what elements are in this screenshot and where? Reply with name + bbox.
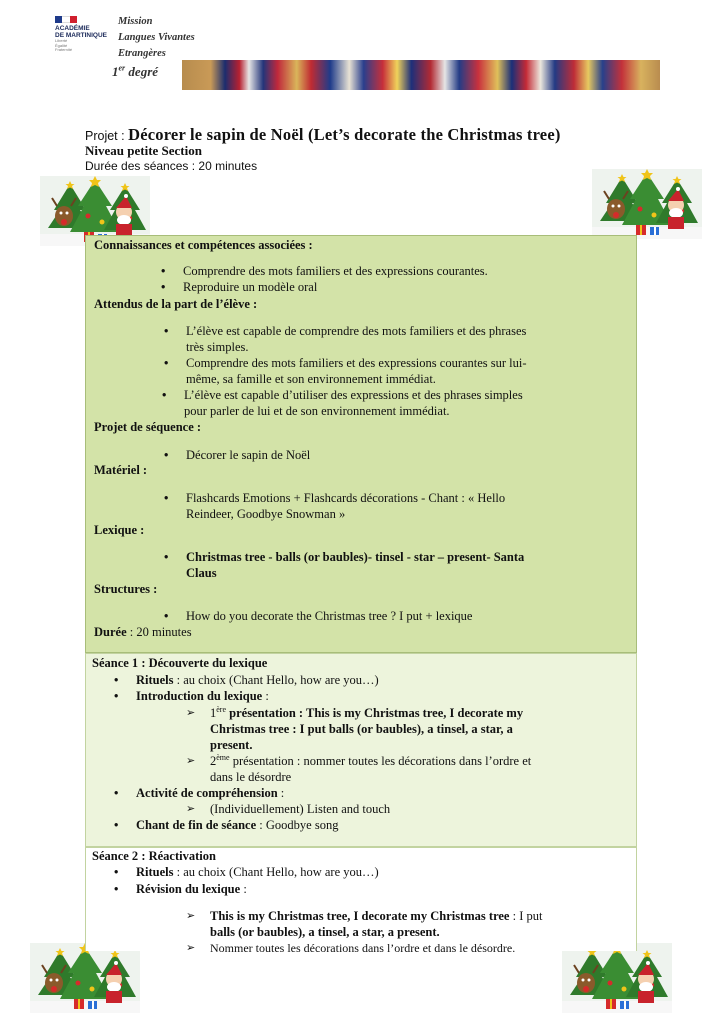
intro-item (136, 688, 269, 704)
attendus-item: • L’élève est capable d’utiliser des expressions et des phrases simples (184, 387, 523, 403)
christmas-clipart-bottom-left (30, 943, 140, 1013)
materiel-item-cont: Reindeer, Goodbye Snowman » (186, 507, 346, 521)
attendus-item: • Comprendre des mots familiers et des expressions courantes sur lui- (186, 355, 527, 371)
activite-subitem: ➢ (Individuellement) Listen and touch (210, 801, 390, 817)
seance-1-box (85, 653, 637, 847)
niveau-line: Niveau petite Section (85, 143, 202, 158)
chant-label: Chant de fin de séance (136, 818, 257, 832)
revision-subitem-1-rest: : I put (509, 909, 543, 923)
intro-value: : (262, 689, 269, 703)
rituels-item (136, 672, 379, 688)
activite-item (136, 785, 284, 801)
french-flag-icon (55, 16, 77, 23)
motto-line-1: Liberté (55, 38, 68, 43)
p1-line-1: This is my Christmas tree, I decorate my (306, 706, 524, 720)
competences-box (85, 235, 637, 653)
seance-2-number: Séance 2 (92, 849, 139, 863)
presentation-1 (210, 705, 523, 721)
degre-number: 1 (112, 64, 119, 79)
academie-line-2: DE MARTINIQUE (55, 32, 107, 39)
rituels-value: : au choix (Chant Hello, how are you…) (173, 673, 379, 687)
projet-sequence-item: • Décorer le sapin de Noël (186, 447, 310, 463)
seance-1-subtitle: : Découverte du lexique (138, 656, 268, 670)
duree-label: Durée (94, 625, 127, 639)
p1-number: 1 (210, 706, 217, 720)
p2-sup: ème (216, 752, 230, 762)
project-label: Projet : (85, 129, 129, 143)
flags-banner-image (182, 60, 660, 90)
presentation-2-line-2: dans le désordre (210, 770, 292, 784)
revision-subitem-1 (210, 908, 542, 924)
seance-2-box (85, 847, 637, 955)
degre-word: degré (128, 64, 159, 79)
chant-value: : Goodbye song (256, 818, 339, 832)
lexique-item-cont: Claus (186, 566, 217, 580)
structures-heading: Structures : (94, 582, 158, 596)
revision-subitem-2: ➢ Nommer toutes les décorations dans l’ordre et dans le désordre. (210, 940, 515, 956)
attendus-item-cont: très simples. (186, 340, 249, 354)
attendus-heading: Attendus de la part de l’élève : (94, 297, 258, 311)
mission-line-1: Mission (118, 16, 153, 27)
presentation-2 (210, 753, 531, 769)
rituels-value-2: : au choix (Chant Hello, how are you…) (173, 865, 379, 879)
connaissances-item: • Reproduire un modèle oral (183, 279, 317, 295)
chant-item (136, 817, 338, 833)
project-name: Décorer le sapin de Noël (Let’s decorate the Christmas tree) (128, 125, 561, 144)
materiel-heading: Matériel : (94, 463, 148, 477)
revision-label: Révision du lexique (136, 882, 241, 896)
seance-2-subtitle: : Réactivation (138, 849, 216, 863)
seance-1-number: Séance 1 (92, 656, 139, 670)
revision-subitem-1-bold: This is my Christmas tree, I decorate my Christmas tree (210, 909, 510, 923)
connaissances-item: • Comprendre des mots familiers et des expressions courantes. (183, 263, 488, 279)
p1-sup: ère (216, 704, 227, 714)
activite-value: : (277, 786, 285, 800)
attendus-item: • L’élève est capable de comprendre des mots familiers et des phrases (186, 323, 526, 339)
revision-subitem-1-line-2: balls (or baubles), a tinsel, a star, a present. (210, 925, 440, 939)
mission-title (118, 14, 195, 62)
degre-sup: er (118, 63, 126, 73)
presentation-1-line-3: present. (210, 738, 253, 752)
christmas-clipart-top-right (592, 169, 702, 239)
intro-label: Introduction du lexique (136, 689, 263, 703)
lexique-heading: Lexique : (94, 523, 145, 537)
seance-2-title (92, 848, 216, 864)
lexique-item: • Christmas tree - balls (or baubles)- tinsel - star – present- Santa (186, 549, 524, 565)
duree-row (94, 624, 192, 640)
activite-label: Activité de compréhension (136, 786, 278, 800)
mission-line-3: Etrangères (118, 48, 166, 59)
presentation-1-line-2: Christmas tree : I put balls (or baubles), a tinsel, a star, a (210, 722, 513, 736)
degre-label (112, 64, 158, 80)
duree-line: Durée des séances : 20 minutes (85, 159, 258, 173)
christmas-clipart-bottom-right (562, 943, 672, 1013)
rituels-label-2: Rituels (136, 865, 174, 879)
seance-1-title (92, 655, 267, 671)
revision-value: : (240, 882, 247, 896)
academie-logo (55, 16, 115, 64)
academie-line-1: ACADÉMIE (55, 25, 90, 32)
mission-line-2: Langues Vivantes (118, 32, 195, 43)
attendus-item-cont: même, sa famille et son environnement immédiat. (186, 372, 436, 386)
p2-number: 2 (210, 754, 217, 768)
rituels-item-2 (136, 864, 379, 880)
p1-label: présentation : (226, 706, 306, 720)
motto-line-3: Fraternité (55, 47, 73, 52)
structures-item: • How do you decorate the Christmas tree ? I put + lexique (186, 608, 472, 624)
motto-line-2: Égalité (55, 42, 68, 48)
rituels-label: Rituels (136, 673, 174, 687)
duree-value: : 20 minutes (126, 625, 192, 639)
connaissances-heading: Connaissances et compétences associées : (94, 238, 313, 252)
materiel-item: • Flashcards Emotions + Flashcards décorations - Chant : « Hello (186, 490, 505, 506)
revision-item (136, 881, 247, 897)
p2-line-1: présentation : nommer toutes les décorations dans l’ordre et (229, 754, 532, 768)
projet-sequence-heading: Projet de séquence : (94, 420, 202, 434)
attendus-item-cont: pour parler de lui et de son environnement immédiat. (184, 404, 450, 418)
project-title (85, 125, 561, 145)
